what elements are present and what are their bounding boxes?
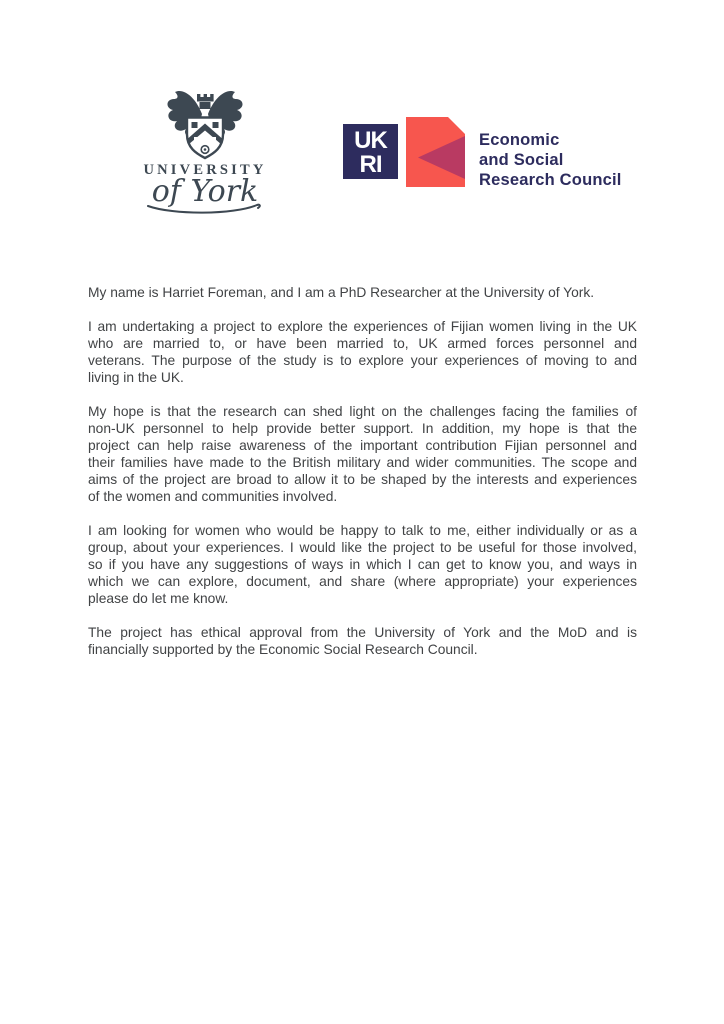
- ukri-esrc-logo: [343, 117, 622, 190]
- text-line: living in the UK.: [88, 370, 184, 385]
- york-university-wordmark: UNIVERSITY: [143, 162, 267, 178]
- text-line: please do let me know.: [88, 591, 229, 606]
- ukri-letters-uk: UK: [354, 127, 387, 154]
- paragraph: [88, 624, 637, 658]
- paragraph: [88, 284, 637, 301]
- ukri-council-name: [479, 130, 622, 190]
- paragraph: [88, 522, 637, 607]
- text-line: The project has ethical approval from the University of York and the MoD and is: [88, 625, 637, 640]
- text-line: so if you have any suggestions of ways in which I can get to know you, and ways in: [88, 557, 637, 572]
- ukri-council-line: Research Council: [479, 171, 622, 189]
- ukri-letters-ri: RI: [359, 151, 382, 178]
- text-line: veterans. The purpose of the study is to explore your experiences of moving to and: [88, 353, 637, 368]
- york-logo: [142, 84, 268, 216]
- ukri-council-line: and Social: [479, 151, 564, 169]
- ukri-council-line: Economic: [479, 131, 560, 149]
- text-line: My hope is that the research can shed light on the challenges facing the families of: [88, 404, 637, 419]
- text-line: of the women and communities involved.: [88, 489, 338, 504]
- text-line: My name is Harriet Foreman, and I am a PhD Researcher at the University of York.: [88, 285, 595, 300]
- york-crest-icon: [165, 84, 245, 160]
- text-line: aims of the project are broad to allow it to be shaped by the interests and experiences: [88, 472, 637, 487]
- paragraph: [88, 403, 637, 505]
- text-line: group, about your experiences. I would like the project to be useful for those involved,: [88, 540, 637, 555]
- text-line: non-UK personnel to help provide better support. In addition, my hope is that the: [88, 421, 637, 436]
- text-line: project can help raise awareness of the important contribution Fijian personnel and: [88, 438, 637, 453]
- text-line: who are married to, or have been married to, UK armed forces personnel and: [88, 336, 637, 351]
- paragraph: [88, 318, 637, 386]
- letter-body: [88, 284, 637, 675]
- text-line: I am undertaking a project to explore the experiences of Fijian women living in the UK: [88, 319, 637, 334]
- text-line: their families have made to the British military and wider communities. The scope and: [88, 455, 637, 470]
- ukri-mark-icon: [343, 117, 467, 187]
- text-line: which we can explore, document, and share (where appropriate) your experiences: [88, 574, 637, 589]
- text-line: I am looking for women who would be happy to talk to me, either individually or as a: [88, 523, 637, 538]
- york-of-york-script: of York: [151, 174, 259, 209]
- text-line: financially supported by the Economic Social Research Council.: [88, 642, 478, 657]
